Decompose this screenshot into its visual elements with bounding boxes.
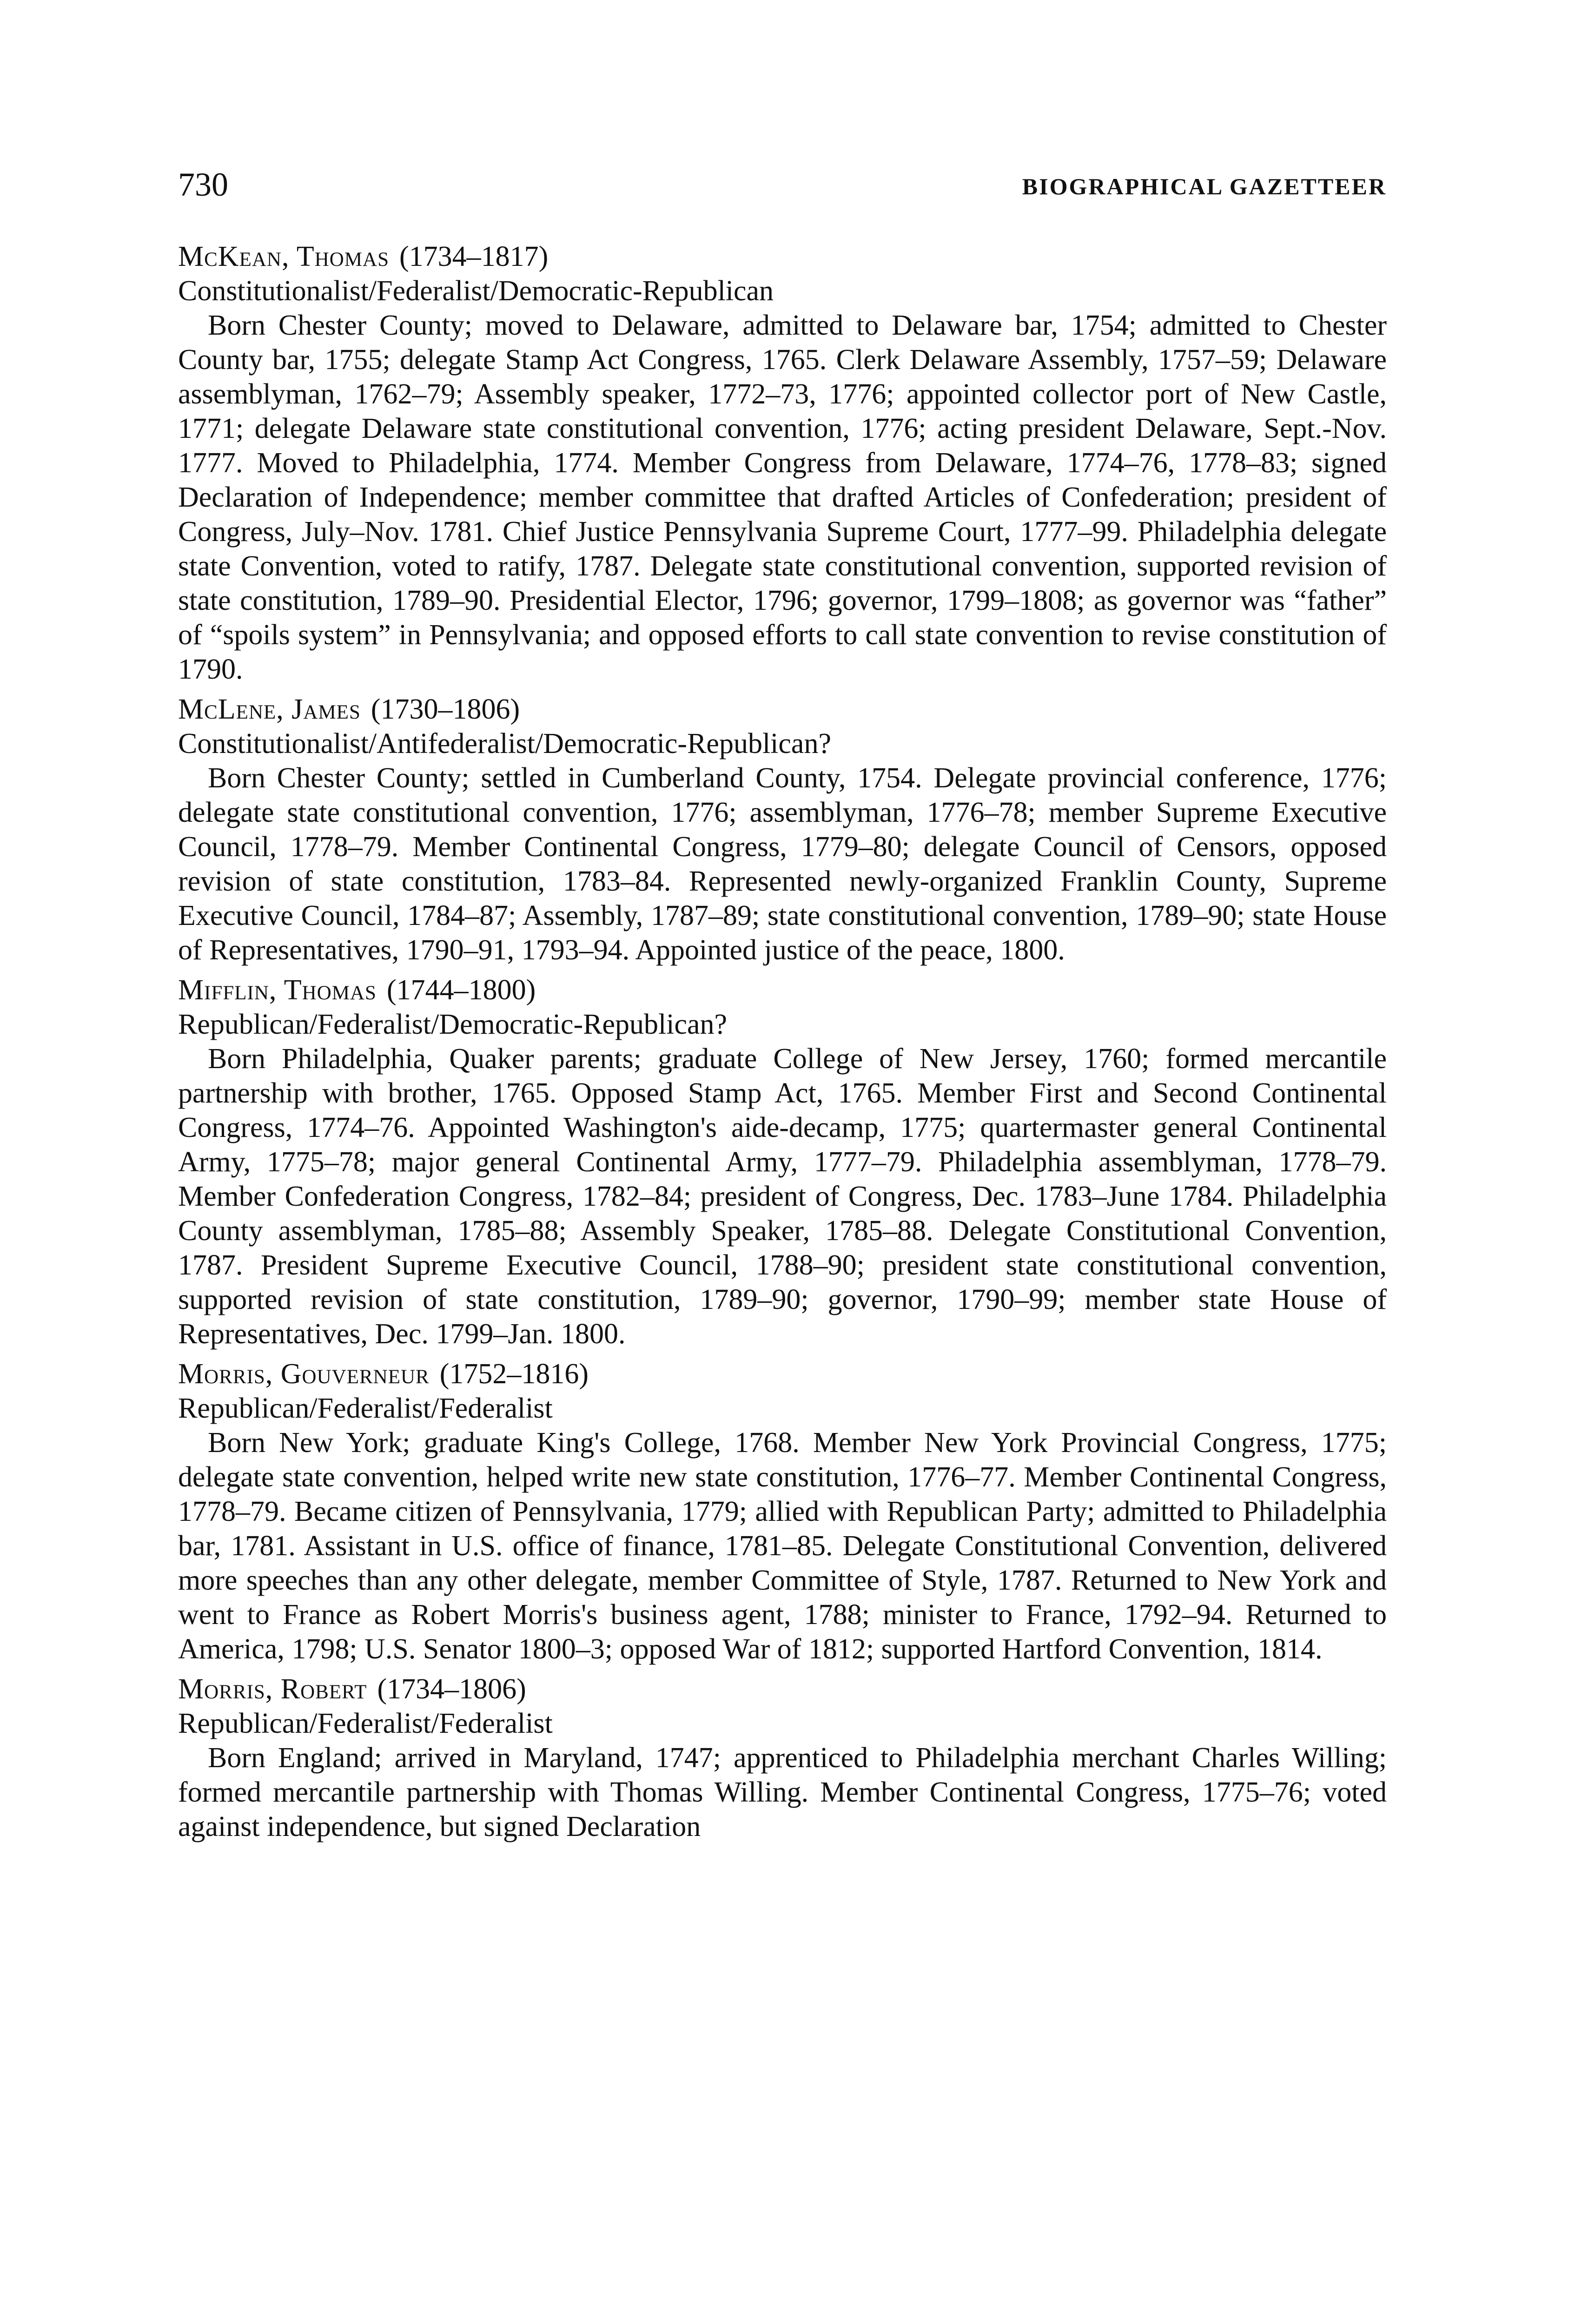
page-number: 730	[178, 166, 228, 203]
entry-dates: (1730–1806)	[371, 693, 520, 725]
entry-party-affiliation: Republican/Federalist/Federalist	[178, 1708, 553, 1739]
entry-heading	[178, 1357, 1387, 1391]
entry-party-affiliation: Constitutionalist/Federalist/Democratic-Republican	[178, 275, 774, 307]
entry-heading	[178, 239, 1387, 274]
gazetteer-entries	[178, 239, 1387, 1849]
entry-dates: (1734–1806)	[377, 1673, 526, 1705]
entry-dates: (1744–1800)	[386, 974, 536, 1006]
entry-biography: Born Chester County; moved to Delaware, admitted to Delaware bar, 1754; admitted to Chester County bar, 1755; delegate Stamp Act Congress, 1765. Clerk Delaware Assembly, 1757–59; Delaware assemblyman, 1762–79; Assembly speaker, 1772–73, 1776; appointed collector port of New Castle, 1771; delegate Delaware state constitutional convention, 1776; acting president Delaware, Sept.-Nov. 1777. Moved to Philadelphia, 1774. Member Congress from Delaware, 1774–76, 1778–83; signed Declaration of Independence; member committee that drafted Articles of Confederation; president of Congress, July–Nov. 1781. Chief Justice Pennsylvania Supreme Court, 1777–99. Philadelphia delegate state Convention, voted to ratify, 1787. Delegate state constitutional convention, supported revision of state constitution, 1789–90. Presidential Elector, 1796; governor, 1799–1808; as governor was “father” of “spoils system” in Pennsylvania; and opposed efforts to call state convention to revise constitution of 1790.	[178, 310, 1387, 685]
entry-name: Mifflin, Thomas	[178, 974, 377, 1006]
entry-name: Morris, Robert	[178, 1673, 367, 1705]
entry-mckean-thomas	[178, 239, 1387, 687]
entry-heading	[178, 692, 1387, 726]
running-head: BIOGRAPHICAL GAZETTEER	[1022, 173, 1387, 199]
entry-party-affiliation: Republican/Federalist/Democratic-Republican?	[178, 1009, 727, 1040]
entry-name: McKean, Thomas	[178, 241, 390, 272]
entry-party-affiliation: Republican/Federalist/Federalist	[178, 1393, 553, 1424]
page-header	[178, 164, 1387, 205]
entry-biography: Born New York; graduate King's College, 1768. Member New York Provincial Congress, 1775; delegate state convention, helped write new state constitution, 1776–77. Member Continental Congress, 1778–79. Became citizen of Pennsylvania, 1779; allied with Republican Party; admitted to Philadelphia bar, 1781. Assistant in U.S. office of finance, 1781–85. Delegate Constitutional Convention, delivered more speeches than any other delegate, member Committee of Style, 1787. Returned to New York and went to France as Robert Morris's business agent, 1788; minister to France, 1792–94. Returned to America, 1798; U.S. Senator 1800–3; opposed War of 1812; supported Hartford Convention, 1814.	[178, 1427, 1387, 1665]
entry-heading	[178, 1672, 1387, 1706]
entry-dates: (1752–1816)	[439, 1358, 589, 1390]
entry-morris-robert	[178, 1672, 1387, 1844]
entry-name: Morris, Gouverneur	[178, 1358, 430, 1390]
entry-mclene-james	[178, 692, 1387, 967]
entry-biography: Born Chester County; settled in Cumberland County, 1754. Delegate provincial conference, 1776; delegate state constitutional convention, 1776; assemblyman, 1776–78; member Supreme Executive Council, 1778–79. Member Continental Congress, 1779–80; delegate Council of Censors, opposed revision of state constitution, 1783–84. Represented newly-organized Franklin County, Supreme Executive Council, 1784–87; Assembly, 1787–89; state constitutional convention, 1789–90; state House of Representatives, 1790–91, 1793–94. Appointed justice of the peace, 1800.	[178, 762, 1387, 966]
entry-name: McLene, James	[178, 693, 361, 725]
entry-biography: Born Philadelphia, Quaker parents; graduate College of New Jersey, 1760; formed mercantile partnership with brother, 1765. Opposed Stamp Act, 1765. Member First and Second Continental Congress, 1774–76. Appointed Washington's aide-decamp, 1775; quartermaster general Continental Army, 1775–78; major general Continental Army, 1777–79. Philadelphia assemblyman, 1778–79. Member Confederation Congress, 1782–84; president of Congress, Dec. 1783–June 1784. Philadelphia County assemblyman, 1785–88; Assembly Speaker, 1785–88. Delegate Constitutional Convention, 1787. President Supreme Executive Council, 1788–90; president state constitutional convention, supported revision of state constitution, 1789–90; governor, 1790–99; member state House of Representatives, Dec. 1799–Jan. 1800.	[178, 1043, 1387, 1350]
entry-mifflin-thomas	[178, 973, 1387, 1351]
entry-party-affiliation: Constitutionalist/Antifederalist/Democratic-Republican?	[178, 728, 831, 759]
entry-biography: Born England; arrived in Maryland, 1747; apprenticed to Philadelphia merchant Charles Willing; formed mercantile partnership with Thomas Willing. Member Continental Congress, 1775–76; voted against independence, but signed Declaration	[178, 1742, 1387, 1842]
entry-heading	[178, 973, 1387, 1007]
entry-morris-gouverneur	[178, 1357, 1387, 1666]
entry-dates: (1734–1817)	[399, 241, 549, 272]
